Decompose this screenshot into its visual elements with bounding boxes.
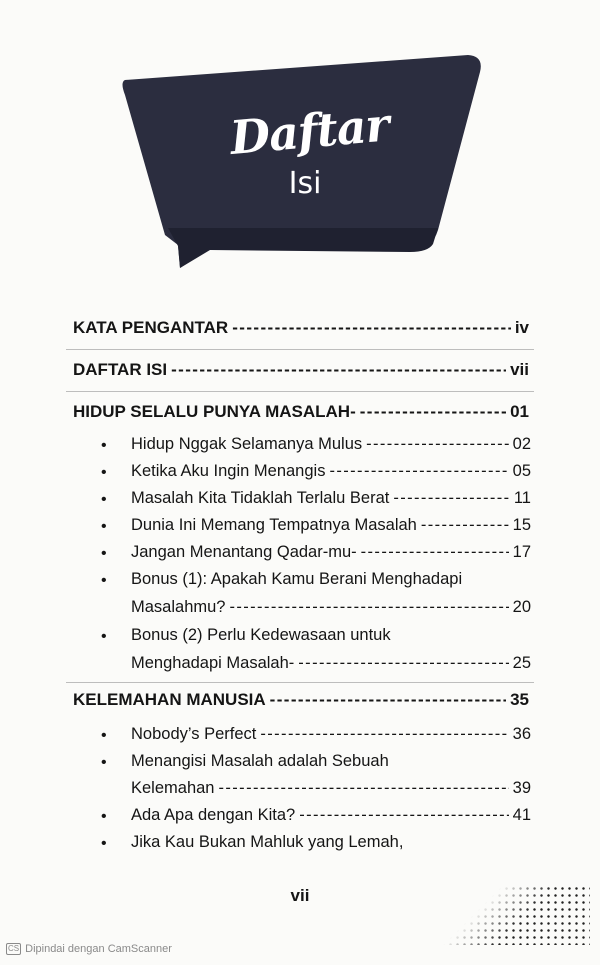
bullet: • — [101, 754, 107, 771]
toc-section-title: KATA PENGANTAR — [73, 318, 229, 337]
toc-item-title-line: Jika Kau Bukan Mahluk yang Lemah, — [131, 833, 404, 851]
toc-item-row[interactable] — [131, 598, 531, 617]
bullet: • — [101, 628, 107, 645]
dot-leader — [360, 402, 506, 422]
dot-leader — [171, 360, 506, 380]
toc-page-number: 01 — [510, 402, 529, 421]
dot-leader — [299, 806, 508, 825]
toc-item-title: Jangan Menantang Qadar-mu- — [131, 543, 357, 561]
toc-item-title: Menghadapi Masalah- — [131, 654, 295, 672]
toc-item-row[interactable] — [131, 462, 531, 481]
divider — [66, 349, 534, 350]
toc-item-title: Dunia Ini Memang Tempatnya Masalah — [131, 516, 417, 534]
toc-section-title: DAFTAR ISI — [73, 360, 168, 379]
toc-item-title: Ada Apa dengan Kita? — [131, 806, 296, 824]
toc-section-row[interactable] — [73, 690, 529, 710]
banner-subtitle: Isi — [288, 166, 322, 201]
toc-section-row[interactable] — [73, 402, 529, 422]
toc-item-row[interactable] — [131, 489, 531, 508]
dot-leader — [229, 598, 508, 617]
title-banner — [0, 0, 600, 300]
bullet: • — [101, 518, 107, 535]
toc-item-row[interactable] — [131, 725, 531, 744]
toc-item-title-line: Bonus (2) Perlu Kedewasaan untuk — [131, 626, 391, 644]
toc-page-number: iv — [514, 318, 529, 337]
toc-page-number: 36 — [512, 725, 531, 743]
divider — [66, 391, 534, 392]
toc-item-row[interactable] — [131, 435, 531, 454]
toc-page-number: 02 — [512, 435, 531, 453]
toc-page-number: 41 — [512, 806, 531, 824]
toc-item-row[interactable] — [131, 654, 531, 673]
toc-section-row[interactable] — [73, 360, 529, 380]
toc-section-title: HIDUP SELALU PUNYA MASALAH- — [73, 402, 356, 421]
toc-page-number: 35 — [510, 690, 529, 709]
toc-item-title: Masalahmu? — [131, 598, 226, 616]
toc-item-row[interactable] — [131, 779, 531, 798]
bullet: • — [101, 835, 107, 852]
bullet: • — [101, 464, 107, 481]
toc-item-title: Masalah Kita Tidaklah Terlalu Berat — [131, 489, 390, 507]
dot-leader — [260, 725, 508, 744]
banner-title: Daftar — [227, 97, 391, 165]
toc-item-row[interactable] — [131, 516, 531, 535]
divider — [66, 682, 534, 683]
toc-page-number: 05 — [512, 462, 531, 480]
dot-leader — [361, 543, 509, 562]
toc-item-title: Hidup Nggak Selamanya Mulus — [131, 435, 363, 453]
toc-item-title: Ketika Aku Ingin Menangis — [131, 462, 326, 480]
toc-item-title: Kelemahan — [131, 779, 215, 797]
toc-item-title: Nobody’s Perfect — [131, 725, 257, 743]
toc-item-row[interactable] — [131, 806, 531, 825]
bullet: • — [101, 491, 107, 508]
toc-page-number: 39 — [512, 779, 531, 797]
toc-page-number: 20 — [512, 598, 531, 616]
bullet: • — [101, 808, 107, 825]
camscanner-logo-icon: CS — [8, 944, 20, 953]
toc-page-number: 17 — [512, 543, 531, 561]
toc-item-title-line: Bonus (1): Apakah Kamu Berani Menghadapi — [131, 570, 463, 588]
scanner-watermark — [6, 943, 172, 955]
toc-page-number: 11 — [513, 489, 531, 507]
bullet: • — [101, 545, 107, 562]
dot-leader — [366, 435, 509, 454]
toc-page-number: 25 — [512, 654, 531, 672]
dot-leader — [393, 489, 510, 508]
bullet: • — [101, 572, 107, 589]
toc-item-row[interactable] — [131, 543, 531, 562]
bullet: • — [101, 727, 107, 744]
dot-leader — [218, 779, 508, 798]
dot-leader — [270, 690, 506, 710]
toc-page-number: vii — [510, 360, 529, 379]
dot-leader — [232, 318, 511, 338]
halftone-dots-decoration — [440, 885, 590, 945]
toc-section-title: KELEMAHAN MANUSIA — [73, 690, 266, 709]
dot-leader — [421, 516, 509, 535]
page-number: vii — [290, 886, 310, 905]
bullet: • — [101, 437, 107, 454]
scanner-text: Dipindai dengan CamScanner — [25, 943, 172, 955]
toc-section-row[interactable] — [73, 318, 529, 338]
toc-item-title-line: Menangisi Masalah adalah Sebuah — [131, 752, 389, 770]
dot-leader — [298, 654, 508, 673]
dot-leader — [329, 462, 508, 481]
toc-page-number: 15 — [512, 516, 531, 534]
